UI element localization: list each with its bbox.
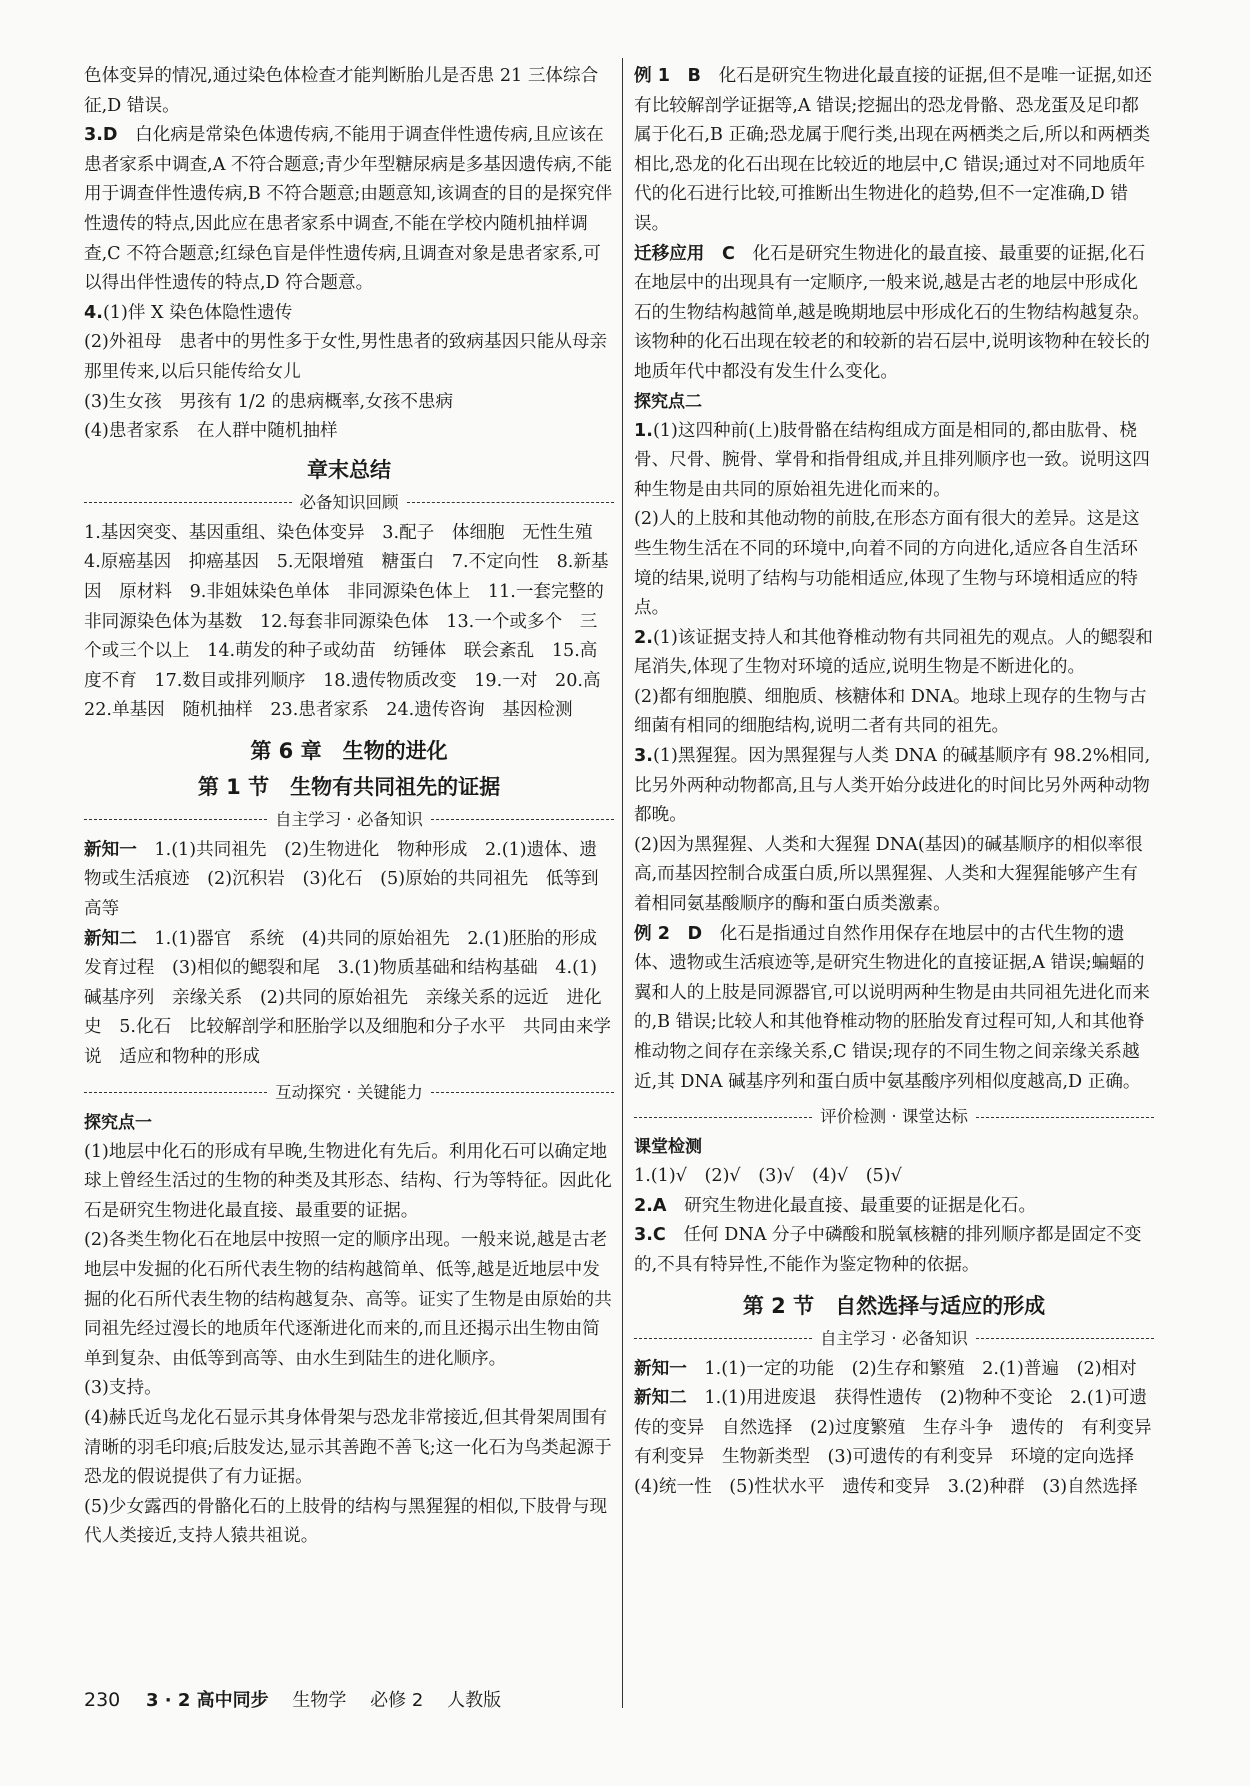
new-knowledge-1: 新知一 1.(1)共同祖先 (2)生物进化 物种形成 2.(1)遗体、遗物或生活痕迹 (2)沉积岩 (3)化石 (5)原始的共同祖先 低等到高等	[84, 839, 599, 920]
brand: 3 · 2 高中同步	[146, 1690, 269, 1711]
section-1-title: 第 1 节 生物有共同祖先的证据	[197, 774, 501, 799]
explore-1-item: (5)少女露西的骨骼化石的上肢骨的结构与黑猩猩的相似,下肢骨与现代人类接近,支持人猿共祖说。	[84, 1496, 608, 1547]
explore-1-item: (3)支持。	[84, 1378, 162, 1399]
summary-title: 章末总结	[307, 457, 391, 482]
chapter-title: 第 6 章 生物的进化	[250, 738, 448, 763]
new-knowledge-2: 新知二 1.(1)器官 系统 (4)共同的原始祖先 2.(1)胚胎的形成 发育过程 (3)相似的鳃裂和尾 3.(1)物质基础和结构基础 4.(1)碱基序列 亲缘关系 (2)共同的原始祖先 亲缘关系的远近 进化史 5.化石 比较解剖学和胚胎学以及细胞和分子水平 共同由来学说 适应和物种的形成	[84, 928, 615, 1068]
section-2-title: 第 2 节 自然选择与适应的形成	[742, 1293, 1046, 1318]
knowledge-review: 1.基因突变、基因重组、染色体变异 3.配子 体细胞 无性生殖 4.原癌基因 抑癌基因 5.无限增殖 糖蛋白 7.不定向性 8.新基因 原材料 9.非姐妹染色单体 非同源染色体上 11.一套完整的非同源染色体为基数 12.每套非同源染色体 13.一个或多个 三个或三个以上 14.萌发的种子或幼苗 纺锤体 联会紊乱 15.高度不育 17.数目或排列顺序 18.遗传物质改变 19.一对 20.高 22.单基因 随机抽样 23.患者家系 24.遗传咨询 基因检测	[84, 522, 619, 721]
explore-2-item-3a: 3.(1)黑猩猩。因为黑猩猩与人类 DNA 的碱基顺序有 98.2%相同,比另外两种动物都高,且与人类开始分歧进化的时间比另外两种动物都晚。	[634, 746, 1151, 826]
page-footer	[84, 1686, 519, 1712]
example-2: 例 2 D 化石是指通过自然作用保存在地层中的古代生物的遗体、遗物或生活痕迹等,是研究生物进化的直接证据,A 错误;蝙蝠的翼和人的上肢是同源器官,可以说明两种生物是由共同祖先进化而来的,B 错误;比较人和其他脊椎动物的胚胎发育过程可知,人和其他脊椎动物之间存在亲缘关系,C 错误;现存的不同生物之间亲缘关系越近,其 DNA 碱基序列和蛋白质中氨基酸序列相似度越高,D 正确。	[634, 923, 1150, 1092]
section-header-self-study: 自主学习 · 必备知识	[84, 806, 614, 834]
answer-4-4: (4)患者家系 在人群中随机抽样	[84, 421, 338, 442]
class-test-2: 2.A 研究生物进化最直接、最重要的证据是化石。	[634, 1195, 1037, 1216]
explore-point-1-title: 探究点一	[84, 1112, 152, 1133]
class-test-1: 1.(1)√ (2)√ (3)√ (4)√ (5)√	[634, 1166, 902, 1187]
explore-1-item: (1)地层中化石的形成有早晚,生物进化有先后。利用化石可以确定地球上曾经生活过的生物的种类及其形态、结构、行为等特征。因此化石是研究生物进化最直接、最重要的证据。	[84, 1141, 612, 1221]
page-number: 230	[84, 1689, 121, 1711]
explore-2-item-1a: 1.(1)这四种前(上)肢骨骼在结构组成方面是相同的,都由肱骨、桡骨、尺骨、腕骨、掌骨和指骨组成,并且排列顺序也一致。说明这四种生物是由共同的原始祖先进化而来的。	[634, 420, 1150, 500]
subject: 生物学	[292, 1690, 347, 1711]
explore-2-item-3b: (2)因为黑猩猩、人类和大猩猩 DNA(基因)的碱基顺序的相似率很高,而基因控制合成蛋白质,所以黑猩猩、人类和大猩猩能够产生有着相同氨基酸顺序的酶和蛋白质类激素。	[634, 834, 1143, 915]
section-header-self-study-2: 自主学习 · 必备知识	[634, 1325, 1154, 1353]
answer-3: 3.D 白化病是常染色体遗传病,不能用于调查伴性遗传病,且应该在患者家系中调查,A 不符合题意;青少年型糖尿病是多基因遗传病,不能用于调查伴性遗传病,B 不符合题意;由题意知,该调查的目的是探究伴性遗传的特点,因此应在患者家系中调查,不能在学校内随机抽样调查,C 不符合题意;红绿色盲是伴性遗传病,且调查对象是患者家系,可以得出伴性遗传的特点,D 符合题意。	[84, 125, 613, 294]
explore-1-item: (2)各类生物化石在地层中按照一定的顺序出现。一般来说,越是古老地层中发掘的化石所代表生物的结构越简单、低等,越是近地层中发掘的化石所代表生物的结构越复杂、高等。证实了生物是由原始的共同祖先经过漫长的地质年代逐渐进化而来的,而且还揭示出生物由简单到复杂、由低等到高等、由水生到陆生的进化顺序。	[84, 1230, 612, 1369]
new-knowledge-1-s2: 新知一 1.(1)一定的功能 (2)生存和繁殖 2.(1)普遍 (2)相对	[634, 1358, 1137, 1379]
column-divider	[622, 58, 623, 1708]
example-1: 例 1 B 化石是研究生物进化最直接的证据,但不是唯一证据,如还有比较解剖学证据等,A 错误;挖掘出的恐龙骨骼、恐龙蛋及足印都属于化石,B 正确;恐龙属于爬行类,出现在两栖类之后,所以和两栖类相比,恐龙的化石出现在比较近的地层中,C 错误;通过对不同地质年代的化石进行比较,可推断出生物进化的趋势,但不一定准确,D 错误。	[634, 66, 1153, 234]
explore-point-2-title: 探究点二	[634, 391, 702, 412]
transfer-application: 迁移应用 C 化石是研究生物进化的最直接、最重要的证据,化石在地层中的出现具有一定顺序,一般来说,越是古老的地层中形成化石的生物结构越简单,越是晚期地层中形成化石的生物结构越复杂。该物种的化石出现在较老的和较新的岩石层中,说明该物种在较长的地质年代中都没有发生什么变化。	[634, 243, 1150, 382]
section-header-knowledge: 必备知识回顾	[84, 489, 614, 517]
volume: 必修 2	[370, 1690, 424, 1711]
explore-2-item-1b: (2)人的上肢和其他动物的前肢,在形态方面有很大的差异。这是这些生物生活在不同的环境中,向着不同的方向进化,适应各自生活环境的结果,说明了结构与功能相适应,体现了生物与环境相适应的特点。	[634, 509, 1140, 619]
paragraph: 色体变异的情况,通过染色体检查才能判断胎儿是否患 21 三体综合征,D 错误。	[84, 66, 599, 116]
answer-4-1: 4.(1)伴 X 染色体隐性遗传	[84, 302, 293, 323]
class-test-3: 3.C 任何 DNA 分子中磷酸和脱氧核糖的排列顺序都是固定不变的,不具有特异性,不能作为鉴定物种的依据。	[634, 1225, 1142, 1275]
answer-4-3: (3)生女孩 男孩有 1/2 的患病概率,女孩不患病	[84, 391, 454, 412]
section-header-interactive: 互动探究 · 关键能力	[84, 1079, 614, 1107]
section-header-evaluation: 评价检测 · 课堂达标	[634, 1103, 1154, 1131]
answer-4-2: (2)外祖母 患者中的男性多于女性,男性患者的致病基因只能从母亲那里传来,以后只能传给女儿	[84, 332, 608, 382]
explore-2-item-2a: 2.(1)该证据支持人和其他脊椎动物有共同祖先的观点。人的鳃裂和尾消失,体现了生物对环境的适应,说明生物是不断进化的。	[634, 627, 1153, 678]
explore-2-item-2b: (2)都有细胞膜、细胞质、核糖体和 DNA。地球上现存的生物与古细菌有相同的细胞结构,说明二者有共同的祖先。	[634, 686, 1147, 737]
new-knowledge-2-s2: 新知二 1.(1)用进废退 获得性遗传 (2)物种不变论 2.(1)可遗传的变异 自然选择 (2)过度繁殖 生存斗争 遗传的 有利变异 有利变异 生物新类型 (3)可遗传的有利变异 环境的定向选择 (4)统一性 (5)性状水平 遗传和变异 3.(2)种群 (3)自然选择	[634, 1388, 1170, 1497]
explore-1-item: (4)赫氏近鸟龙化石显示其身体骨架与恐龙非常接近,但其骨架周围有清晰的羽毛印痕;后肢发达,显示其善跑不善飞;这一化石为鸟类起源于恐龙的假说提供了有力证据。	[84, 1407, 612, 1488]
left-column	[84, 62, 619, 1552]
right-column	[634, 62, 1170, 1503]
class-test-title: 课堂检测	[634, 1137, 702, 1158]
edition: 人教版	[447, 1690, 502, 1711]
